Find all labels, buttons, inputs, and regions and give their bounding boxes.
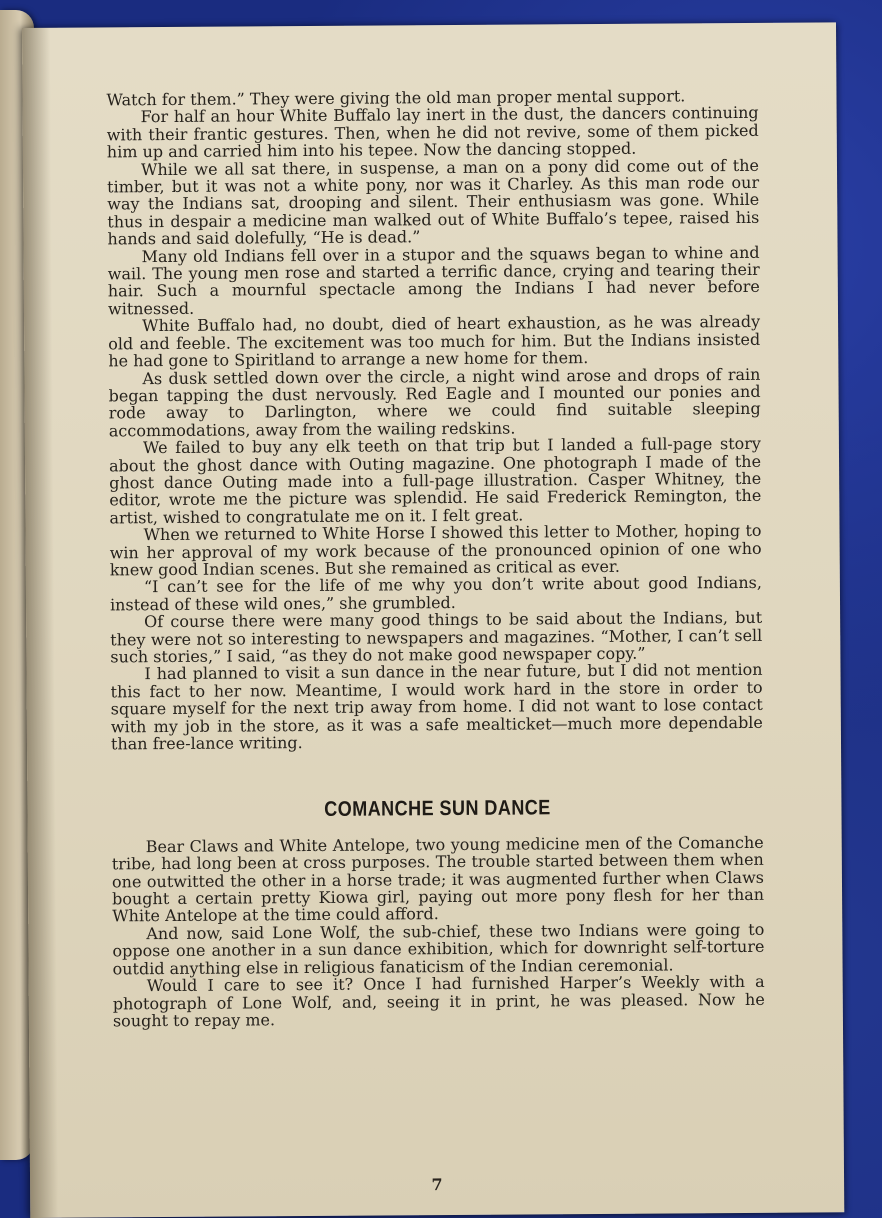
paragraph: Would I care to see it? Once I had furnished Harper’s Weekly with a photograph of Lone Wolf, and, seeing it in print, he was pleased. Now he sought to repay me. (112, 971, 765, 1031)
paragraph: “I can’t see for the life of me why you don’t write about good Indians, instead of these wild ones,” she grumbled. (109, 573, 762, 615)
book-page (22, 22, 844, 1218)
section-heading: COMANCHE SUN DANCE (324, 796, 551, 822)
paragraph: Many old Indians fell over in a stupor and the squaws began to whine and wail. The young men rose and started a terrific dance, crying and tearing their hair. Such a mournful spectacle among the Indians I had never before witnessed. (107, 242, 760, 319)
paragraph: When we returned to White Horse I showed this letter to Mother, hoping to win her approval of my work because of the pronounced opinion of one who knew good Indian scenes. But she remained as critical as ever. (109, 521, 762, 580)
paragraph: As dusk settled down over the circle, a night wind arose and drops of rain began tapping the dust nervously. Red Eagle and I mounted our ponies and rode away to Darlington, where we could find suitable sleeping accommodations, away from the wailing redskins. (108, 364, 761, 441)
paragraph: Of course there were many good things to be said about the Indians, but they were not so interesting to newspapers and magazines. “Mother, I can’t sell such stories,” I said, “as they do not make good newspaper copy.” (110, 608, 763, 667)
paragraph: For half an hour White Buffalo lay inert in the dust, the dancers continuing with their frantic gestures. Then, when he did not revive, some of them picked him up and carried him into his tepee. Now the dancing stopped. (106, 103, 759, 162)
paragraph: Bear Claws and White Antelope, two young medicine men of the Comanche tribe, had long been at cross purposes. The trouble started between them when one outwitted the other in a horse trade; it was augmented further when Claws bought a certain pretty Kiowa girl, paying out more pony flesh for her than White Antelope at the time could afford. (111, 832, 765, 926)
paragraph: Watch for them.” They were giving the old man proper mental support. (106, 86, 686, 110)
paragraph: While we all sat there, in suspense, a man on a pony did come out of the timber, but it was not a white pony, nor was it Charley. As this man rode our way the Indians sat, drooping and silent. Their enthusiasm was gone. While thus in despair a medicine man walked out of White Buffalo’s tepee, raised his hands and said dolefully, “He is dead.” (107, 155, 760, 249)
paragraph: White Buffalo had, no doubt, died of heart exhaustion, as he was already old and feeble. The excitement was too much for him. But the Indians insisted he had gone to Spiritland to arrange a new home for them. (108, 312, 761, 371)
page-text (106, 87, 765, 1030)
paragraph: I had planned to visit a sun dance in the near future, but I did not mention this fact to her now. Meantime, I would work hard in the store in order to square myself for the next trip away from home. I did not want to lose contact with my job in the store, as it was a safe mealticket—much more dependable than free-lance writing. (110, 660, 763, 754)
page-number: 7 (431, 1175, 443, 1195)
paragraph: And now, said Lone Wolf, the sub-chief, these two Indians were going to oppose one another in a sun dance exhibition, which for downright self-torture outdid anything else in religious fanaticism of the Indian ceremonial. (112, 919, 765, 979)
paragraph: We failed to buy any elk teeth on that trip but I landed a full-page story about the ghost dance with Outing magazine. One photograph I made of the ghost dance Outing made into a full-page illustration. Casper Whitney, the editor, wrote me the picture was splendid. He said Frederick Remington, the artist, wished to congratulate me on it. I felt great. (108, 433, 762, 528)
